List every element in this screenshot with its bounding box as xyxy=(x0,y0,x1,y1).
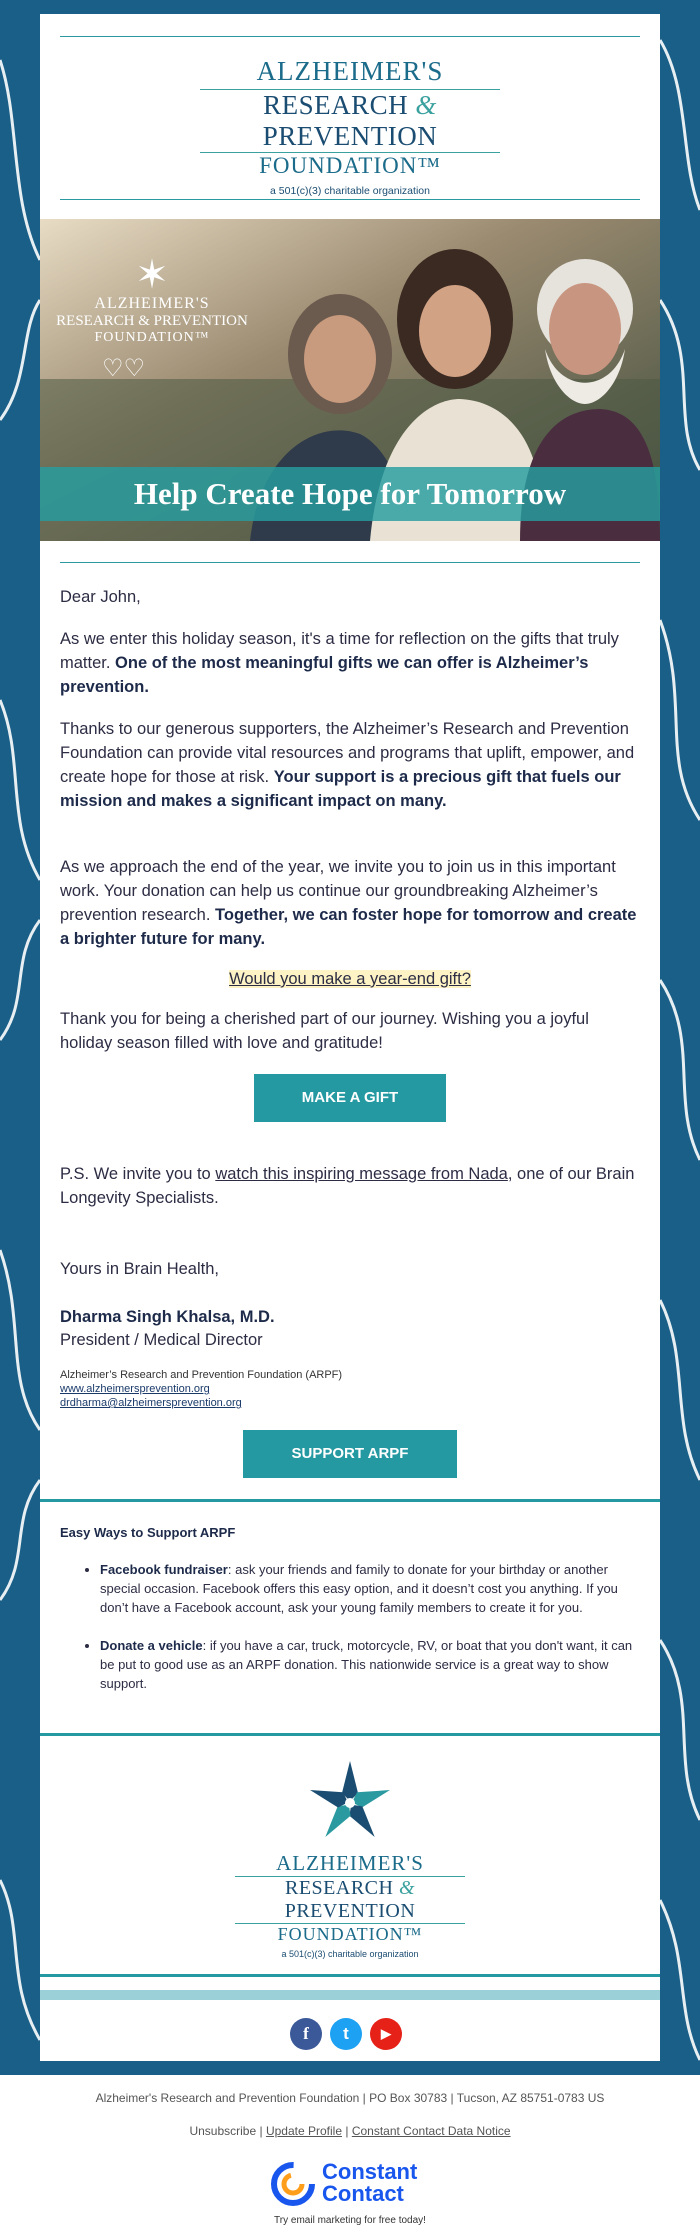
footer-address: Alzheimer's Research and Prevention Foundation | PO Box 30783 | Tucson, AZ 85751-0783 US xyxy=(95,2091,605,2105)
hero-logo-line2: RESEARCH & PREVENTION xyxy=(56,313,248,329)
cc-tagline[interactable]: Try email marketing for free today! xyxy=(274,2215,426,2226)
footer-logo-line2: RESEARCH & PREVENTION xyxy=(284,1877,416,1922)
footer-logo-tagline: a 501(c)(3) charitable organization xyxy=(281,1949,419,1959)
footer xyxy=(0,2075,700,2234)
unsubscribe-link[interactable]: Unsubscribe xyxy=(189,2124,257,2138)
constant-contact-icon xyxy=(270,2161,316,2207)
signer-title: President / Medical Director xyxy=(60,1331,263,1349)
footer-band xyxy=(40,1990,660,2000)
greeting: Dear John, xyxy=(60,588,141,606)
cc-line1: Constant xyxy=(322,2159,418,2184)
constant-contact-logo[interactable] xyxy=(270,2159,440,2209)
hero-logo-line3: FOUNDATION™ xyxy=(94,330,210,345)
youtube-icon[interactable]: ▶ xyxy=(370,2018,402,2050)
footer-logo-line1: ALZHEIMER'S xyxy=(276,1851,424,1875)
closing: Yours in Brain Health, xyxy=(60,1260,219,1278)
data-notice-link[interactable]: Constant Contact Data Notice xyxy=(351,2124,511,2138)
section-divider xyxy=(40,1974,660,1977)
postscript: P.S. We invite you to watch this inspiring message from Nada, one of our Brain Longevity Specialists. xyxy=(60,1165,635,1207)
ask-line xyxy=(60,967,640,991)
email-card xyxy=(40,14,660,2061)
header-bottom-rule xyxy=(60,199,640,200)
paragraph-1: As we enter this holiday season, it's a time for reflection on the gifts that truly matter. One of the most meaningful gifts we can offer is Alzheimer’s prevention. xyxy=(60,630,619,696)
support-arpf-button[interactable]: SUPPORT ARPF xyxy=(243,1430,457,1478)
section-divider xyxy=(40,1733,660,1736)
facebook-icon[interactable]: f xyxy=(290,2018,322,2050)
easy-ways-title: Easy Ways to Support ARPF xyxy=(60,1525,236,1540)
paragraph-4: Thank you for being a cherished part of our journey. Wishing you a joyful holiday season filled with love and gratitude! xyxy=(60,1010,589,1052)
footer-separator: | xyxy=(259,2124,263,2138)
list-item: • Facebook fundraiser: ask your friends and family to donate for your birthday or another special occasion. Facebook offers this easy option, and it doesn’t cost you anything. If you don’t have a Facebook account, ask your young family members to create it for you. xyxy=(100,1560,640,1617)
list-item: • Donate a vehicle: if you have a car, truck, motorcycle, RV, or boat that you don't want, it can be put to good use as an ARPF donation. This nationwide service is a great way to show support. xyxy=(100,1636,640,1693)
logo-line2: RESEARCH & PREVENTION xyxy=(262,90,438,151)
cc-line2: Contact xyxy=(322,2181,404,2206)
email-link[interactable]: drdharma@alzheimersprevention.org xyxy=(60,1397,242,1409)
footer-logo[interactable] xyxy=(225,1755,475,1959)
hearts-icon: ♡♡ xyxy=(102,356,146,382)
paragraph-3: As we approach the end of the year, we invite you to join us in this important work. Your donation can help us continue our groundbreaking Alzheimer’s prevention research. Together, we can foster hope for tomorrow and create a brighter future for many. xyxy=(60,858,637,948)
hero-banner[interactable] xyxy=(40,219,660,541)
year-end-gift-link[interactable]: Would you make a year-end gift? xyxy=(229,970,471,988)
hero-logo xyxy=(52,252,252,383)
twitter-icon[interactable]: t xyxy=(330,2018,362,2050)
logo-line3: FOUNDATION™ xyxy=(259,153,441,178)
footer-logo-line3: FOUNDATION™ xyxy=(277,1924,423,1944)
logo-tagline: a 501(c)(3) charitable organization xyxy=(270,185,430,197)
make-a-gift-button[interactable]: MAKE A GIFT xyxy=(254,1074,446,1122)
paragraph-2: Thanks to our generous supporters, the Alzheimer’s Research and Prevention Foundation can provide vital resources and programs that uplift, empower, and create hope for those at risk. Your support is a precious gift that fuels our mission and makes a significant impact on many. xyxy=(60,720,635,810)
header-logo[interactable] xyxy=(180,56,520,197)
update-profile-link[interactable]: Update Profile xyxy=(265,2124,342,2138)
easy-ways-list xyxy=(60,1560,640,1712)
watch-message-link[interactable]: watch this inspiring message from Nada xyxy=(215,1165,508,1183)
hero-title: Help Create Hope for Tomorrow xyxy=(133,476,567,511)
logo-line1: ALZHEIMER'S xyxy=(256,56,444,86)
header-top-rule xyxy=(60,36,640,37)
hero-bottom-rule xyxy=(60,562,640,563)
arpf-star-icon xyxy=(225,1755,475,1851)
footer-links xyxy=(0,2124,700,2138)
website-link[interactable]: www.alzheimersprevention.org xyxy=(60,1383,210,1395)
footer-separator: | xyxy=(345,2124,349,2138)
org-name: Alzheimer’s Research and Prevention Foundation (ARPF) xyxy=(60,1369,343,1381)
signer-name: Dharma Singh Khalsa, M.D. xyxy=(60,1308,275,1326)
hero-logo-icon: ✶ xyxy=(135,252,169,297)
hero-logo-line1: ALZHEIMER'S xyxy=(94,295,210,312)
section-divider xyxy=(40,1499,660,1502)
